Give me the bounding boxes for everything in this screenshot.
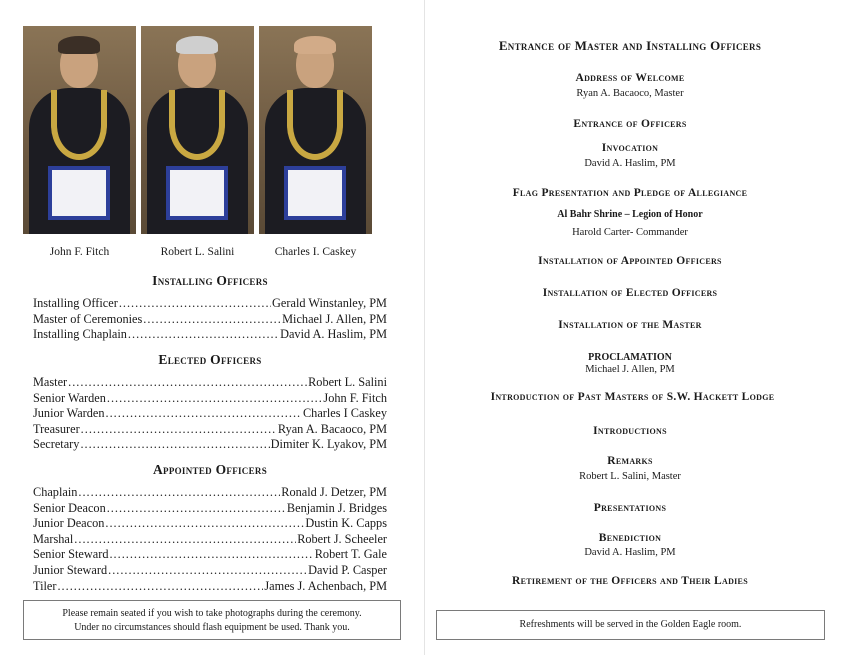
program-introductions: Introductions [593, 425, 667, 437]
photo-caption: Robert L. Salini [160, 246, 235, 258]
program-benediction: Benediction [598, 532, 662, 544]
installing-officers-heading: Installing Officers [152, 273, 268, 288]
program-benediction-by: David A. Haslim, PM [584, 547, 676, 558]
photo-charles-caskey [259, 26, 372, 234]
officer-row: Marshal ..... Robert J. Scheeler [33, 532, 387, 548]
program-address-welcome-by: Ryan A. Bacaoco, Master [576, 88, 684, 99]
program-entrance-master: Entrance of Master and Installing Officers [498, 38, 762, 53]
officer-row: Junior Deacon ..... Dustin K. Capps [33, 516, 387, 532]
photo-caption: John F. Fitch [49, 246, 110, 258]
officer-row: Senior Warden ..... John F. Fitch [33, 391, 387, 407]
program-address-welcome: Address of Welcome [575, 72, 685, 84]
notice-line: Under no circumstances should flash equipment be used. Thank you. [74, 622, 350, 633]
program-invocation-by: David A. Haslim, PM [584, 158, 676, 169]
officer-photos [23, 26, 378, 234]
officer-row: Treasurer ..... Ryan A. Bacaoco, PM [33, 422, 387, 438]
officer-row: Junior Steward ..... David P. Casper [33, 563, 387, 579]
page-fold [424, 0, 425, 655]
program-flag-by: Harold Carter- Commander [572, 227, 688, 238]
program-remarks: Remarks [607, 455, 653, 467]
photo-john-fitch [23, 26, 136, 234]
officer-row: Tiler ..... James J. Achenbach, PM [33, 579, 387, 595]
photo-robert-salini [141, 26, 254, 234]
photography-notice [23, 600, 401, 640]
program-entrance-officers: Entrance of Officers [573, 118, 687, 130]
program-intro-past-masters: Introduction of Past Masters of S.W. Hackett Lodge [490, 391, 775, 403]
program-retirement: Retirement of the Officers and Their Ladies [512, 575, 748, 587]
program-proclamation-by: Michael J. Allen, PM [585, 364, 675, 375]
officer-row: Chaplain ..... Ronald J. Detzer, PM [33, 485, 387, 501]
program-install-elected: Installation of Elected Officers [542, 287, 718, 299]
appointed-officers-list [33, 485, 387, 594]
officer-row: Master of Ceremonies ..... Michael J. Allen, PM [33, 312, 387, 328]
officer-row: Secretary ..... Dimiter K. Lyakov, PM [33, 437, 387, 453]
appointed-officers-heading: Appointed Officers [152, 462, 268, 477]
program-flag: Flag Presentation and Pledge of Allegiance [512, 187, 748, 199]
refreshments-notice [436, 610, 825, 640]
notice-line: Please remain seated if you wish to take photographs during the ceremony. [62, 608, 362, 619]
program-install-master: Installation of the Master [558, 319, 702, 331]
officer-row: Installing Chaplain ..... David A. Haslim, PM [33, 327, 387, 343]
left-panel [0, 0, 420, 655]
photo-caption: Charles I. Caskey [274, 246, 357, 258]
program-remarks-by: Robert L. Salini, Master [579, 471, 681, 482]
program-presentations: Presentations [593, 502, 667, 514]
elected-officers-list [33, 375, 387, 453]
elected-officers-heading: Elected Officers [158, 352, 262, 367]
installing-officers-list [33, 296, 387, 343]
officer-row: Senior Steward ..... Robert T. Gale [33, 547, 387, 563]
program-proclamation: PROCLAMATION [588, 352, 672, 363]
notice-text: Refreshments will be served in the Golden Eagle room. [519, 619, 742, 630]
program-invocation: Invocation [601, 142, 659, 154]
officer-row: Senior Deacon ..... Benjamin J. Bridges [33, 501, 387, 517]
program-flag-group: Al Bahr Shrine – Legion of Honor [557, 209, 703, 220]
officer-row: Master ..... Robert L. Salini [33, 375, 387, 391]
right-panel [430, 0, 850, 655]
officer-row: Junior Warden ..... Charles I Caskey [33, 406, 387, 422]
officer-row: Installing Officer ..... Gerald Winstanley, PM [33, 296, 387, 312]
program-install-appointed: Installation of Appointed Officers [538, 255, 722, 267]
